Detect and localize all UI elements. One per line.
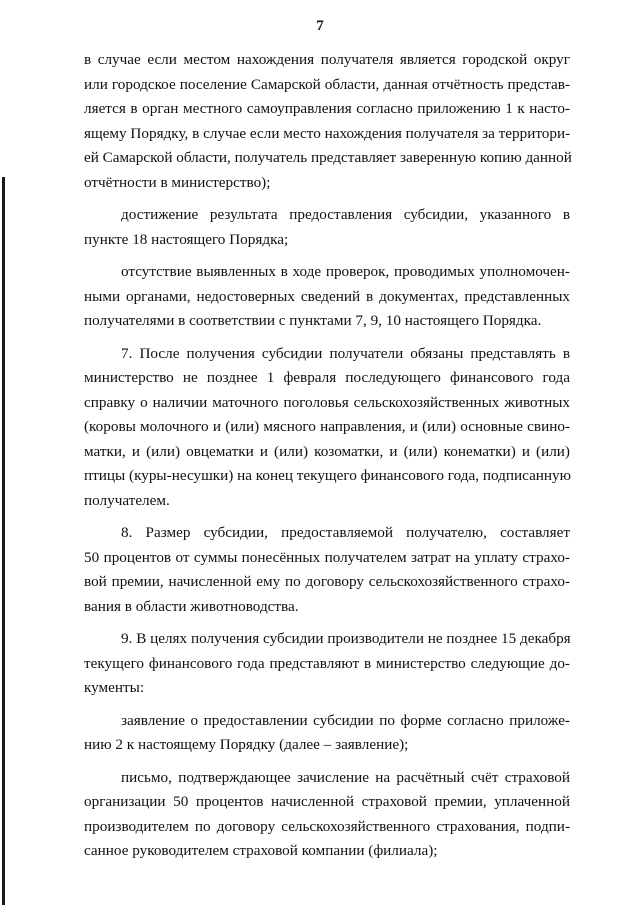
text-line: вания в области животноводства. — [84, 597, 299, 615]
text-line: санное руководителем страховой компании (филиала); — [84, 842, 438, 859]
text-line: 50 процентов от суммы понесённых получателем затрат на уплату страхо- — [84, 548, 570, 566]
text-line: справку о наличии маточного поголовья сельскохозяйственных животных — [84, 393, 570, 411]
text-line: заявление о предоставлении субсидии по форме согласно приложе- — [121, 711, 570, 729]
text-line: пункте 18 настоящего Порядка; — [84, 230, 289, 248]
text-line: 9. В целях получения субсидии производители не позднее 15 декабря — [121, 630, 571, 647]
paragraph — [84, 521, 570, 619]
paragraph-gap — [84, 252, 570, 260]
text-line: нию 2 к настоящему Порядку (далее – заявление); — [84, 736, 409, 753]
text-line: получателем. — [84, 491, 170, 509]
text-line: министерство не позднее 1 февраля последующего финансового года — [84, 369, 570, 386]
paragraph — [84, 48, 570, 195]
paragraph-gap — [84, 513, 570, 521]
text-line: в случае если местом нахождения получателя является городской округ — [84, 51, 570, 68]
text-line: ящему Порядку, в случае если место нахождения получателя за территори- — [84, 124, 571, 142]
text-line: или городское поселение Самарской области, данная отчётность представ- — [84, 75, 570, 93]
text-line: достижение результата предоставления субсидии, указанного в — [121, 206, 570, 223]
paragraph — [84, 260, 570, 334]
paragraph — [84, 709, 570, 758]
text-line: птицы (куры-несушки) на конец текущего финансового года, подписанную — [84, 467, 571, 484]
text-line: получателями в соответствии с пунктами 7, 9, 10 настоящего Порядка. — [84, 312, 542, 329]
margin-scan-bar — [2, 177, 5, 905]
text-line: вой премии, начисленной ему по договору сельскохозяйственного страхо- — [84, 573, 570, 590]
paragraph-gap — [84, 619, 570, 627]
paragraph — [84, 342, 570, 514]
text-line: кументы: — [84, 679, 145, 696]
text-line: ными органами, недостоверных сведений в документах, представленных — [84, 287, 570, 305]
paragraph-gap — [84, 758, 570, 766]
paragraph — [84, 627, 570, 701]
text-line: 8. Размер субсидии, предоставляемой получателю, составляет — [121, 524, 570, 541]
text-line: производителем по договору сельскохозяйственного страхования, подпи- — [84, 817, 570, 835]
text-line: организации 50 процентов начисленной страховой премии, уплаченной — [84, 793, 570, 810]
text-line: матки, и (или) овцематки и (или) козоматки, и (или) конематки) и (или) — [84, 442, 570, 460]
text-line: отчётности в министерство); — [84, 173, 271, 191]
paragraph — [84, 203, 570, 252]
text-line: отсутствие выявленных в ходе проверок, проводимых уполномочен- — [121, 263, 570, 280]
text-line: письмо, подтверждающее зачисление на расчётный счёт страховой — [121, 768, 570, 786]
text-line: 7. После получения субсидии получатели обязаны представлять в — [121, 344, 570, 362]
text-line: текущего финансового года представляют в министерство следующие до- — [84, 654, 570, 672]
text-line: ляется в орган местного самоуправления согласно приложению 1 к насто- — [84, 100, 570, 117]
text-line: (коровы молочного и (или) мясного направления, и (или) основные свино- — [84, 418, 570, 435]
paragraph-gap — [84, 701, 570, 709]
paragraph-gap — [84, 195, 570, 203]
text-line: ей Самарской области, получатель представляет заверенную копию данной — [84, 149, 572, 166]
paragraph-gap — [84, 334, 570, 342]
paragraph — [84, 766, 570, 864]
page-number: 7 — [316, 18, 324, 34]
document-body — [84, 48, 570, 864]
